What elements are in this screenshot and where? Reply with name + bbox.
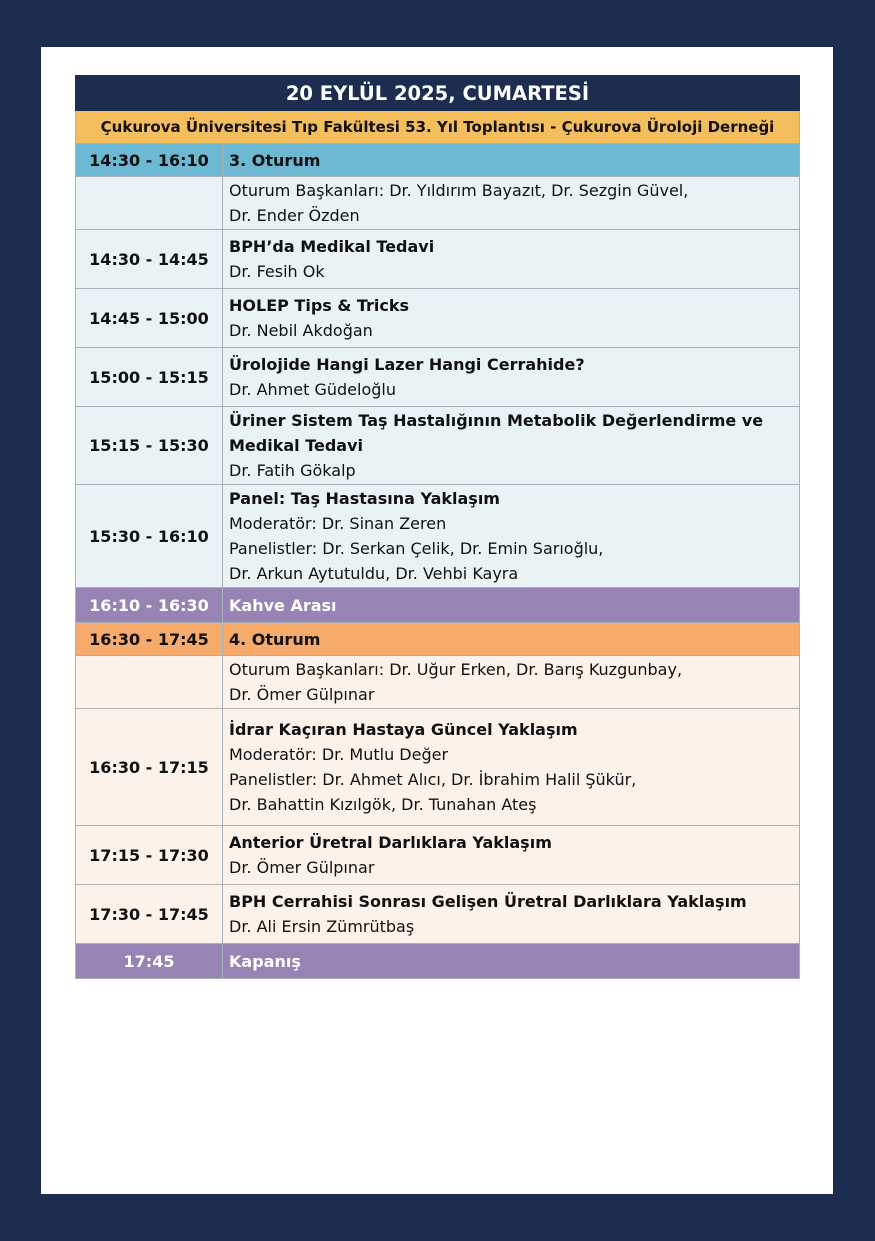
talk-title: Üriner Sistem Taş Hastalığının Metabolik Değerlendirme ve xyxy=(229,411,764,430)
talk-row xyxy=(76,407,800,485)
closing-label: Kapanış xyxy=(223,944,800,979)
session-time: 16:30 - 17:45 xyxy=(76,623,223,656)
panel-panelists: Panelistler: Dr. Serkan Çelik, Dr. Emin Sarıoğlu, xyxy=(229,539,604,558)
session-chairs-row xyxy=(76,656,800,709)
session-header-row xyxy=(76,144,800,177)
date-row xyxy=(76,76,800,111)
talk-row xyxy=(76,230,800,289)
session-chairs xyxy=(223,656,800,709)
time-cell-empty xyxy=(76,656,223,709)
chairs-line: Oturum Başkanları: Dr. Uğur Erken, Dr. Barış Kuzgunbay, xyxy=(229,660,683,679)
talk-time: 14:45 - 15:00 xyxy=(76,289,223,348)
talk-title: Medikal Tedavi xyxy=(229,436,364,455)
break-label: Kahve Arası xyxy=(223,588,800,623)
talk-speaker: Dr. Nebil Akdoğan xyxy=(229,321,373,340)
talk-row xyxy=(76,826,800,885)
talk-details xyxy=(223,709,800,826)
talk-title: BPH’da Medikal Tedavi xyxy=(229,237,435,256)
talk-title: Ürolojide Hangi Lazer Hangi Cerrahide? xyxy=(229,355,585,374)
talk-title: Panel: Taş Hastasına Yaklaşım xyxy=(229,489,500,508)
talk-speaker: Dr. Ahmet Güdeloğlu xyxy=(229,380,396,399)
chairs-line: Dr. Ender Özden xyxy=(229,206,360,225)
closing-time: 17:45 xyxy=(76,944,223,979)
panel-row xyxy=(76,709,800,826)
talk-speaker: Dr. Fatih Gökalp xyxy=(229,461,356,480)
panel-panelists: Dr. Arkun Aytutuldu, Dr. Vehbi Kayra xyxy=(229,564,519,583)
panel-moderator: Moderatör: Dr. Mutlu Değer xyxy=(229,745,449,764)
panel-panelists: Dr. Bahattin Kızılgök, Dr. Tunahan Ateş xyxy=(229,795,537,814)
session-title: 4. Oturum xyxy=(223,623,800,656)
talk-time: 15:30 - 16:10 xyxy=(76,485,223,588)
talk-details xyxy=(223,348,800,407)
talk-time: 14:30 - 14:45 xyxy=(76,230,223,289)
organization-row xyxy=(76,111,800,144)
talk-details xyxy=(223,230,800,289)
talk-details xyxy=(223,885,800,944)
talk-title: Anterior Üretral Darlıklara Yaklaşım xyxy=(229,833,552,852)
session-title: 3. Oturum xyxy=(223,144,800,177)
talk-speaker: Dr. Ömer Gülpınar xyxy=(229,858,375,877)
talk-time: 16:30 - 17:15 xyxy=(76,709,223,826)
break-time: 16:10 - 16:30 xyxy=(76,588,223,623)
talk-details xyxy=(223,485,800,588)
program-table xyxy=(75,75,800,979)
date-heading: 20 EYLÜL 2025, CUMARTESİ xyxy=(76,76,800,111)
talk-speaker: Dr. Ali Ersin Zümrütbaş xyxy=(229,917,415,936)
panel-moderator: Moderatör: Dr. Sinan Zeren xyxy=(229,514,447,533)
session-time: 14:30 - 16:10 xyxy=(76,144,223,177)
talk-time: 17:15 - 17:30 xyxy=(76,826,223,885)
panel-row xyxy=(76,485,800,588)
talk-title: İdrar Kaçıran Hastaya Güncel Yaklaşım xyxy=(229,720,578,739)
talk-time: 15:15 - 15:30 xyxy=(76,407,223,485)
talk-row xyxy=(76,289,800,348)
talk-speaker: Dr. Fesih Ok xyxy=(229,262,325,281)
session-chairs xyxy=(223,177,800,230)
chairs-line: Dr. Ömer Gülpınar xyxy=(229,685,375,704)
session-header-row xyxy=(76,623,800,656)
page xyxy=(41,47,833,1194)
talk-details xyxy=(223,826,800,885)
talk-details xyxy=(223,289,800,348)
organization-heading: Çukurova Üniversitesi Tıp Fakültesi 53. Yıl Toplantısı - Çukurova Üroloji Derneği xyxy=(76,111,800,144)
talk-time: 17:30 - 17:45 xyxy=(76,885,223,944)
time-cell-empty xyxy=(76,177,223,230)
closing-row xyxy=(76,944,800,979)
talk-details xyxy=(223,407,800,485)
session-chairs-row xyxy=(76,177,800,230)
chairs-line: Oturum Başkanları: Dr. Yıldırım Bayazıt, Dr. Sezgin Güvel, xyxy=(229,181,689,200)
panel-panelists: Panelistler: Dr. Ahmet Alıcı, Dr. İbrahim Halil Şükür, xyxy=(229,770,637,789)
talk-row xyxy=(76,885,800,944)
coffee-break-row xyxy=(76,588,800,623)
talk-title: HOLEP Tips & Tricks xyxy=(229,296,410,315)
talk-time: 15:00 - 15:15 xyxy=(76,348,223,407)
talk-row xyxy=(76,348,800,407)
talk-title: BPH Cerrahisi Sonrası Gelişen Üretral Darlıklara Yaklaşım xyxy=(229,892,747,911)
